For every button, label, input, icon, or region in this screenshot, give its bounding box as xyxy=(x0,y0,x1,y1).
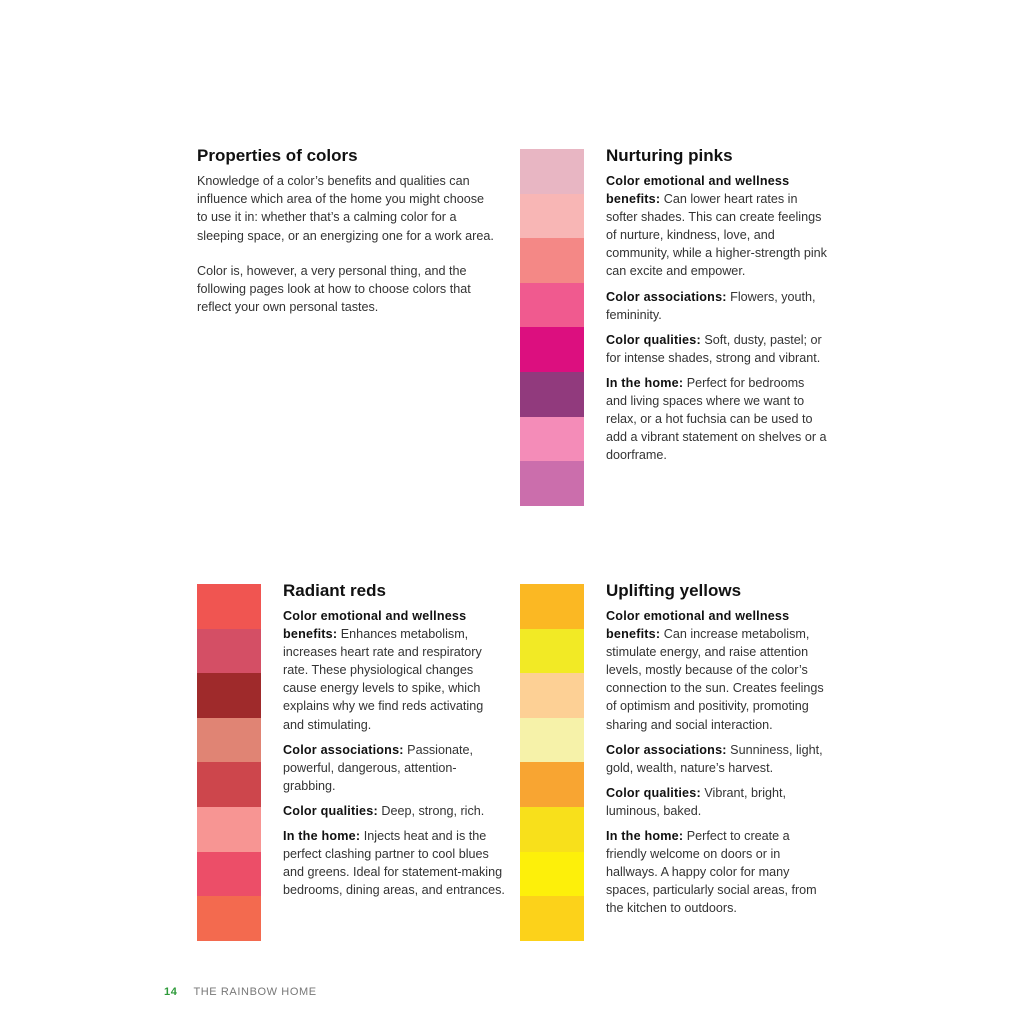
page-footer xyxy=(164,986,317,998)
reds-qualities-text: Deep, strong, rich. xyxy=(381,803,485,818)
red-swatch xyxy=(197,807,261,852)
reds-associations-label: Color associations: xyxy=(283,742,404,757)
reds-associations-text: Passionate, powerful, dangerous, attention-grabbing. xyxy=(283,742,473,793)
pink-swatch xyxy=(520,417,584,462)
reds-home-text: Injects heat and is the perfect clashing partner to cool blues and greens. Ideal for statement-making bedrooms, dining areas, and entrances. xyxy=(283,829,505,898)
reds-benefits-label: Color emotional and wellness benefits: xyxy=(283,609,467,642)
yellows-associations xyxy=(606,741,828,777)
pink-swatch xyxy=(520,194,584,239)
pink-swatch xyxy=(520,327,584,372)
yellow-swatch xyxy=(520,718,584,763)
pinks-benefits xyxy=(606,172,828,281)
red-swatch xyxy=(197,896,261,941)
pinks-home-text: Perfect for bedrooms and living spaces where we want to relax, or a hot fuchsia can be used to add a vibrant statement on shelves or a doorframe. xyxy=(606,375,827,463)
yellow-swatch xyxy=(520,896,584,941)
yellow-swatch xyxy=(520,807,584,852)
book-title: THE RAINBOW HOME xyxy=(193,986,317,998)
reds-title: Radiant reds xyxy=(283,581,386,600)
pinks-title: Nurturing pinks xyxy=(606,146,733,165)
intro-paragraph-2: Color is, however, a very personal thing, and the following pages look at how to choose colors that reflect your own personal tastes. xyxy=(197,263,471,315)
intro-paragraph-1: Knowledge of a color’s benefits and qualities can influence which area of the home you might choose to use it in: whether that’s a calming color for a sleeping space, or an energizing one for a work area. xyxy=(197,174,494,243)
reds-benefits-text: Enhances metabolism, increases heart rate and respiratory rate. These physiological changes cause energy levels to spike, which explains why we find reds activating and stimulating. xyxy=(283,627,484,732)
yellows-section xyxy=(606,581,828,925)
intro-block xyxy=(197,146,497,333)
yellows-qualities-text: Vibrant, bright, luminous, baked. xyxy=(606,785,787,818)
pinks-home-label: In the home: xyxy=(606,375,684,390)
reds-qualities-label: Color qualities: xyxy=(283,803,378,818)
pinks-associations-label: Color associations: xyxy=(606,289,727,304)
red-swatch-strip xyxy=(197,584,261,941)
pink-swatch xyxy=(520,238,584,283)
pinks-associations-text: Flowers, youth, femininity. xyxy=(606,289,816,322)
intro-title: Properties of colors xyxy=(197,146,358,165)
yellow-swatch xyxy=(520,762,584,807)
yellows-associations-label: Color associations: xyxy=(606,742,727,757)
pinks-qualities xyxy=(606,331,828,367)
reds-home xyxy=(283,827,505,899)
yellows-qualities-label: Color qualities: xyxy=(606,785,701,800)
pink-swatch xyxy=(520,149,584,194)
yellow-swatch xyxy=(520,629,584,674)
red-swatch xyxy=(197,718,261,763)
pinks-benefits-label: Color emotional and wellness benefits: xyxy=(606,174,790,207)
yellow-swatch xyxy=(520,673,584,718)
pinks-benefits-text: Can lower heart rates in softer shades. This can create feelings of nurture, kindness, love, and community, while a higher-strength pink can excite and empower. xyxy=(606,192,827,279)
yellows-associations-text: Sunniness, light, gold, wealth, nature’s harvest. xyxy=(606,742,823,775)
pinks-section xyxy=(606,146,828,471)
yellows-home-text: Perfect to create a friendly welcome on doors or in hallways. A happy color for many spaces, particularly social areas, from the kitchen to outdoors. xyxy=(606,829,817,916)
pinks-qualities-label: Color qualities: xyxy=(606,332,701,347)
yellows-home-label: In the home: xyxy=(606,829,684,844)
pink-swatch xyxy=(520,283,584,328)
pink-swatch xyxy=(520,461,584,506)
yellows-qualities xyxy=(606,784,828,820)
yellows-benefits-label: Color emotional and wellness benefits: xyxy=(606,609,790,642)
yellow-swatch xyxy=(520,852,584,897)
reds-home-label: In the home: xyxy=(283,829,361,844)
pink-swatch-strip xyxy=(520,149,584,506)
yellows-home xyxy=(606,827,828,917)
red-swatch xyxy=(197,584,261,629)
reds-section xyxy=(283,581,505,906)
yellows-benefits xyxy=(606,607,828,734)
reds-associations xyxy=(283,741,505,795)
reds-benefits xyxy=(283,607,505,734)
yellows-benefits-text: Can increase metabolism, stimulate energy, and raise attention levels, mostly because of the color’s connection to the sun. Creates feelings of optimism and positivity, promoting sharing and social interaction. xyxy=(606,627,824,732)
pink-swatch xyxy=(520,372,584,417)
pinks-home xyxy=(606,374,828,464)
red-swatch xyxy=(197,762,261,807)
yellows-title: Uplifting yellows xyxy=(606,581,742,600)
red-swatch xyxy=(197,852,261,897)
yellow-swatch-strip xyxy=(520,584,584,941)
pinks-qualities-text: Soft, dusty, pastel; or for intense shades, strong and vibrant. xyxy=(606,332,822,365)
red-swatch xyxy=(197,629,261,674)
yellow-swatch xyxy=(520,584,584,629)
pinks-associations xyxy=(606,288,828,324)
page-number: 14 xyxy=(164,986,178,998)
red-swatch xyxy=(197,673,261,718)
reds-qualities xyxy=(283,802,505,820)
